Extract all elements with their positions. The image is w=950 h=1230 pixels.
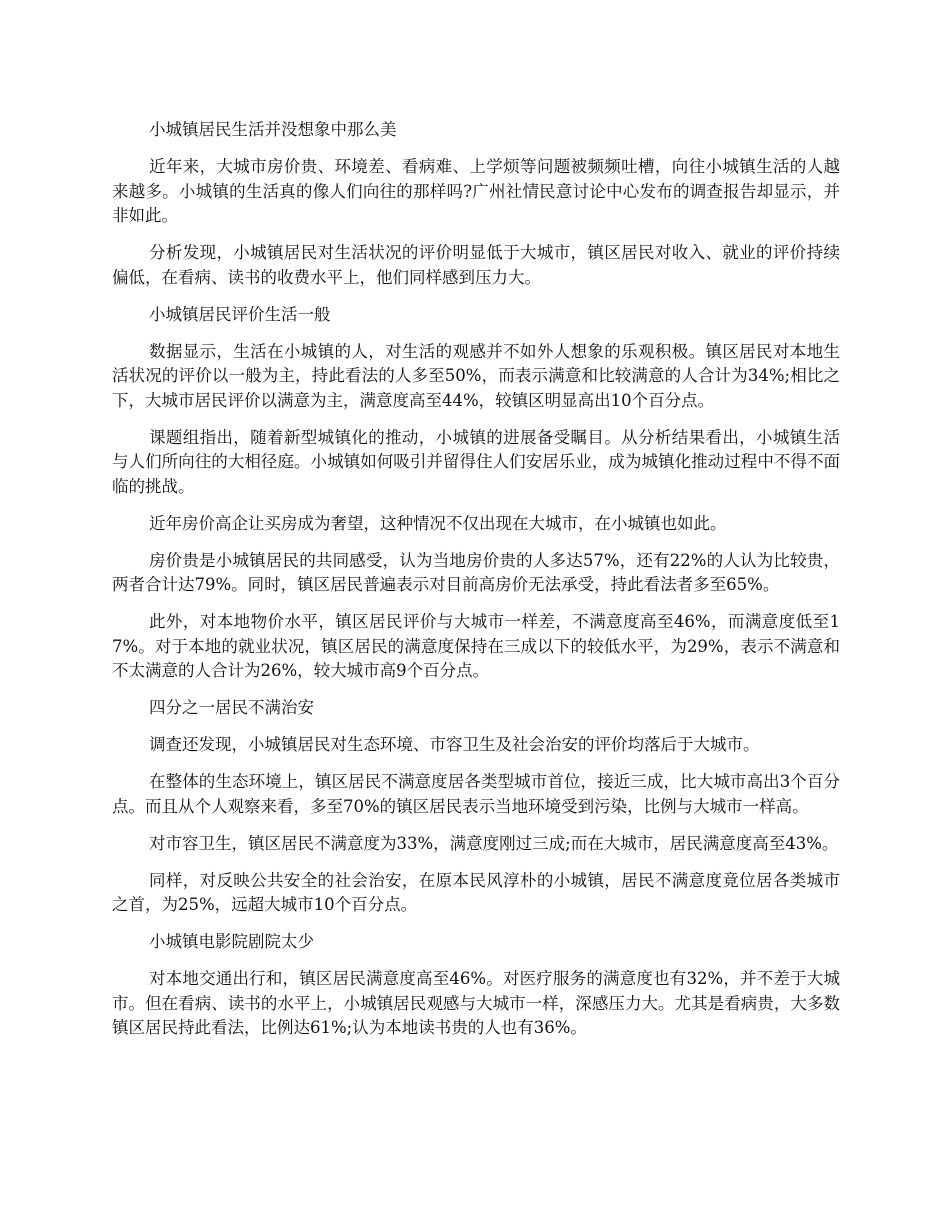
paragraph: 房价贵是小城镇居民的共同感受，认为当地房价贵的人多达57%，还有22%的人认为比较贵，两者合计达79%。同时，镇区居民普遍表示对目前高房价无法承受，持此看法者多至65%。 <box>112 550 840 594</box>
paragraph: 同样，对反映公共安全的社会治安，在原本民风淳朴的小城镇，居民不满意度竟位居各类城市之首，为25%，远超大城市10个百分点。 <box>112 870 840 914</box>
paragraph: 分析发现，小城镇居民对生活状况的评价明显低于大城市，镇区居民对收入、就业的评价持续偏低，在看病、读书的收费水平上，他们同样感到压力大。 <box>112 243 840 287</box>
paragraph: 对市容卫生，镇区居民不满意度为33%，满意度刚过三成;而在大城市，居民满意度高至43%。 <box>149 833 839 853</box>
paragraph: 对本地交通出行和，镇区居民满意度高至46%。对医疗服务的满意度也有32%，并不差于大城市。但在看病、读书的水平上，小城镇居民观感与大城市一样，深感压力大。尤其是看病贵，大多数镇区居民持此看法，比例达61%;认为本地读书贵的人也有36%。 <box>112 969 840 1037</box>
paragraph: 在整体的生态环境上，镇区居民不满意度居各类型城市首位，接近三成，比大城市高出3个百分点。而且从个人观察来看，多至70%的镇区居民表示当地环境受到污染，比例与大城市一样高。 <box>112 772 840 816</box>
paragraph: 此外，对本地物价水平，镇区居民评价与大城市一样差，不满意度高至46%，而满意度低至17%。对于本地的就业状况，镇区居民的满意度保持在三成以下的较低水平，为29%，表示不满意和不太满意的人合计为26%，较大城市高9个百分点。 <box>112 612 840 680</box>
section-heading: 小城镇电影院剧院太少 <box>149 932 314 951</box>
section-heading: 四分之一居民不满治安 <box>149 698 314 717</box>
paragraph: 课题组指出，随着新型城镇化的推动，小城镇的进展备受瞩目。从分析结果看出，小城镇生活与人们所向往的大相径庭。小城镇如何吸引并留得住人们安居乐业，成为城镇化推动过程中不得不面临的挑战。 <box>112 427 840 496</box>
paragraph: 数据显示，生活在小城镇的人，对生活的观感并不如外人想象的乐观积极。镇区居民对本地生活状况的评价以一般为主，持此看法的人多至50%，而表示满意和比较满意的人合计为34%;相比之下，大城市居民评价以满意为主，满意度高至44%，较镇区明显高出10个百分点。 <box>112 341 840 410</box>
paragraph: 近年来，大城市房价贵、环境差、看病难、上学烦等问题被频频吐槽，向往小城镇生活的人越来越多。小城镇的生活真的像人们向往的那样吗?广州社情民意讨论中心发布的调查报告却显示，并非如此。 <box>112 157 840 225</box>
section-heading: 小城镇居民生活并没想象中那么美 <box>149 120 397 139</box>
section-heading: 小城镇居民评价生活一般 <box>149 304 331 324</box>
paragraph: 调查还发现，小城镇居民对生态环境、市容卫生及社会治安的评价均落后于大城市。 <box>149 735 760 754</box>
document-body <box>112 118 840 1053</box>
paragraph: 近年房价高企让买房成为奢望，这种情况不仅出现在大城市，在小城镇也如此。 <box>149 513 727 533</box>
